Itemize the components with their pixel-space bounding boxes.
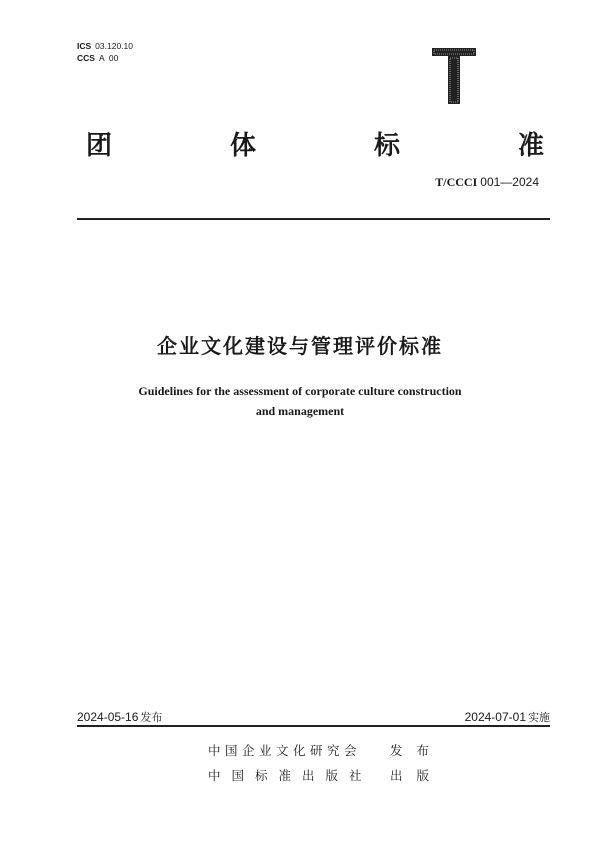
standard-t-logo — [432, 48, 476, 104]
standard-sequence: 001—2024 — [480, 175, 539, 189]
implementation-date — [465, 709, 550, 725]
issue-date — [77, 709, 162, 725]
heading-char-4: 准 — [517, 131, 544, 161]
heading-char-3: 标 — [373, 131, 400, 161]
heading-char-2: 体 — [229, 131, 256, 161]
classification-codes — [77, 40, 133, 64]
ics-code — [77, 40, 133, 52]
title-chinese: 企业文化建设与管理评价标准 — [157, 334, 443, 358]
standard-number — [435, 175, 539, 190]
publishing-organization: 中国标准出版社 — [208, 768, 373, 783]
ccs-value: A 00 — [98, 53, 119, 63]
issue-date-value: 2024-05-16 — [77, 710, 139, 724]
publishing-action: 出版 — [390, 768, 444, 783]
implementation-date-value: 2024-07-01 — [464, 710, 526, 724]
ics-label: ICS — [77, 41, 92, 51]
title-english — [0, 381, 600, 421]
title-english-line1: Guidelines for the assessment of corporate culture construction — [138, 384, 462, 398]
issue-date-label: 发布 — [140, 711, 163, 724]
ics-value: 03.120.10 — [95, 41, 133, 51]
document-type-heading — [86, 128, 544, 164]
ccs-code — [77, 52, 133, 64]
standard-prefix: T/CCCI — [435, 175, 478, 189]
title-english-line2: and management — [255, 404, 345, 418]
top-divider — [77, 218, 550, 220]
issuing-action: 发布 — [390, 743, 444, 758]
ccs-label: CCS — [77, 53, 95, 63]
implementation-date-label: 实施 — [528, 711, 550, 724]
bottom-divider — [77, 725, 550, 727]
heading-char-1: 团 — [86, 131, 113, 161]
issuing-organization: 中国企业文化研究会 — [208, 743, 362, 758]
